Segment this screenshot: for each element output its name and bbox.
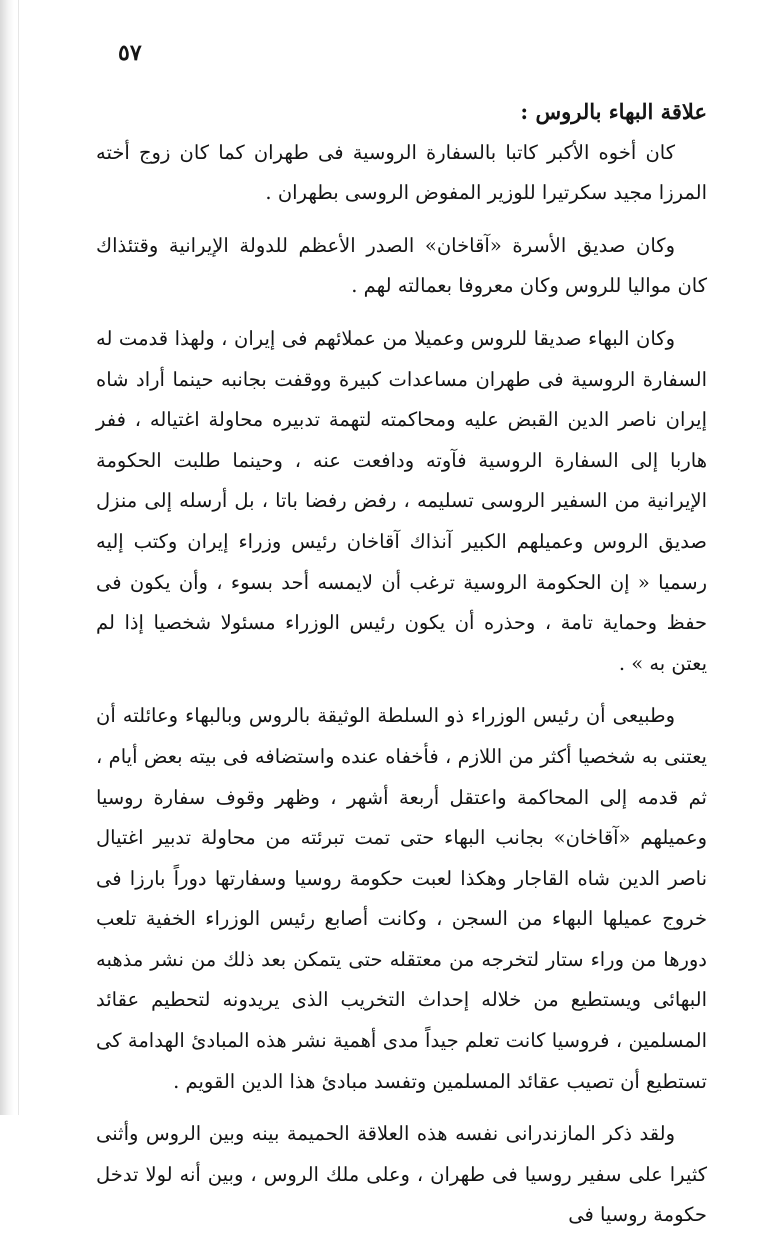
paragraph-3: وكان البهاء صديقا للروس وعميلا من عملائهم فى إيران ، ولهذا قدمت له السفارة الروسية فى طهران مساعدات كبيرة ووقفت بجانبه حينما أراد شاه إيران ناصر الدين القبض عليه ومحاكمته لتهمة تدبيره محاولة اغتياله ، ففر هاربا إلى السفارة الروسية فآوته ودافعت عنه ، وحينما طلبت الحكومة الإيرانية من السفير الروسى تسليمه ، رفض رفضا باتا ، بل أرسله إلى منزل صديق الروس وعميلهم الكبير آنذاك آقاخان رئيس وزراء إيران وكتب إليه رسميا « إن الحكومة الروسية ترغب أن لايمسه أحد بسوء ، وأن يكون فى حفظ وحماية تامة ، وحذره أن يكون رئيس الوزراء مسئولا شخصيا إذا لم يعتن به » . [96, 326, 707, 675]
paragraph-2: وكان صديق الأسرة «آقاخان» الصدر الأعظم للدولة الإيرانية وقتئذاك كان مواليا للروس وكان معروفا بعمالته لهم . [96, 233, 707, 298]
page-spine-line [18, 0, 19, 1115]
paragraph-4: وطبيعى أن رئيس الوزراء ذو السلطة الوثيقة بالروس وبالبهاء وعائلته أن يعتنى به شخصيا أكثر من اللازم ، فأخفاه عنده واستضافه فى بيته بعض أيام ، ثم قدمه إلى المحاكمة واعتقل أربعة أشهر ، وظهر وقوف سفارة روسيا وعميلهم «آقاخان» بجانب البهاء حتى تمت تبرئته من محاولة تدبير اغتيال ناصر الدين شاه القاجار وهكذا لعبت حكومة روسيا وسفارتها دوراً بارزا فى خروج عميلها البهاء من السجن ، وكانت أصابع رئيس الوزراء الخفية تلعب دورها من وراء ستار لتخرجه من معتقله حتى يتمكن بعد ذلك من نشر مذهبه البهائى ويستطيع من خلاله إحداث التخريب الذى يريدونه لتحطيم عقائد المسلمين ، فروسيا كانت تعلم جيداً مدى أهمية نشر هذه المبادئ الهدامة كى تستطيع أن تصيب عقائد المسلمين وتفسد مبادئ هذا الدين القويم . [96, 704, 707, 1093]
page-body [96, 92, 707, 1248]
paragraph-1: كان أخوه الأكبر كاتبا بالسفارة الروسية فى طهران كما كان زوج أخته المرزا مجيد سكرتيرا للوزير المفوض الروسى بطهران . [96, 140, 707, 205]
section-heading: علاقة البهاء بالروس : [520, 99, 707, 124]
page-number: ٥٧ [118, 40, 142, 66]
paragraph-5: ولقد ذكر المازندرانى نفسه هذه العلاقة الحميمة بينه وبين الروس وأثنى كثيرا على سفير روسيا فى طهران ، وعلى ملك الروس ، وبين أنه لولا تدخل حكومة روسيا فى [96, 1122, 707, 1227]
scan-edge-shadow [0, 0, 14, 1115]
